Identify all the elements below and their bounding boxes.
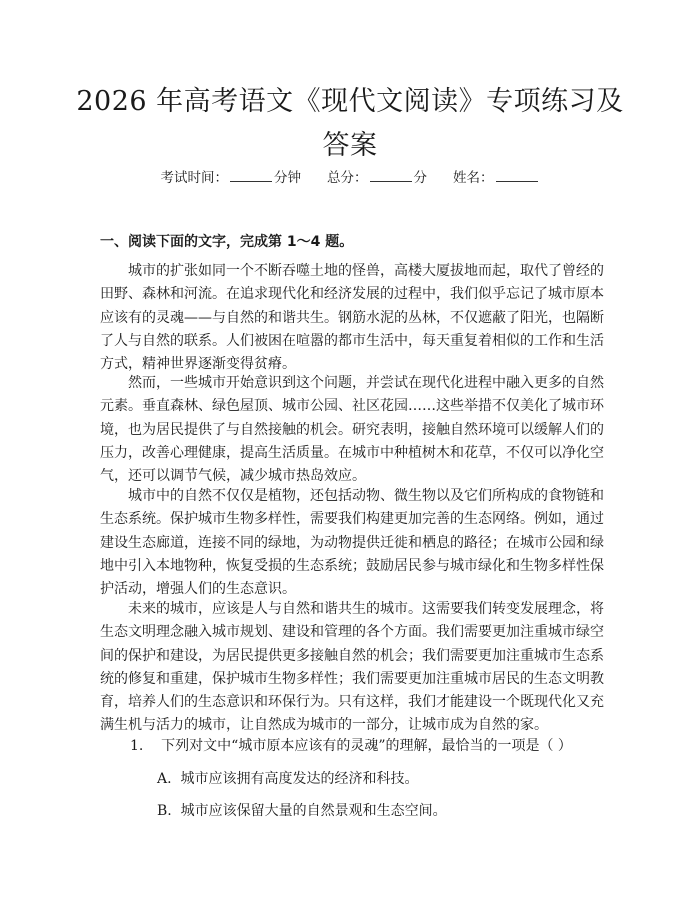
paragraph-3 [100, 485, 602, 601]
text-line: 地中引入本地物种，恢复受损的生态系统；鼓励居民参与城市绿化和生物多样性保 [100, 557, 604, 574]
text-line: 压力，改善心理健康，提高生活质量。在城市中种植树木和花草，不仅可以净化空 [100, 444, 604, 461]
title-line-2: 答案 [322, 130, 378, 161]
text-line: 境，也为居民提供了与自然接触的机会。研究表明，接触自然环境可以缓解人们的 [100, 421, 604, 438]
exam-meta [0, 168, 700, 188]
text-line: 统的修复和重建，保护城市生物多样性；我们需要更加注重城市居民的生态文明教 [100, 670, 604, 687]
text-line: 方式，精神世界逐渐变得贫瘠。 [100, 356, 296, 373]
text-line: 城市的扩张如同一个不断吞噬土地的怪兽，高楼大厦拔地而起，取代了曾经的 [100, 263, 604, 279]
text-line: 城市中的自然不仅仅是植物，还包括动物、微生物以及它们所构成的食物链和 [100, 488, 604, 504]
text-line: 元素。垂直森林、绿色屋顶、城市公园、社区花园……这些举措不仅美化了城市环 [100, 398, 604, 415]
text-line: 护活动，增强人们的生态意识。 [100, 581, 296, 598]
title-line-1: 2026 年高考语文《现代文阅读》专项练习及 [76, 86, 624, 117]
question-text: 下列对文中“城市原本应该有的灵魂”的理解，最恰当的一项是（ ） [161, 738, 572, 754]
name-blank [496, 168, 538, 182]
text-line: 满生机与活力的城市，让自然成为城市的一部分，让城市成为自然的家。 [100, 717, 548, 734]
time-unit: 分钟 [274, 170, 301, 186]
option-b [157, 801, 447, 821]
text-line: 应该有的灵魂——与自然的和谐共生。钢筋水泥的丛林，不仅遮蔽了阳光，也隔断 [100, 309, 604, 326]
text-line: 生态文明理念融入城市规划、建设和管理的各个方面。我们需要更加注重城市绿空 [100, 624, 604, 641]
page-title [60, 80, 640, 168]
text-line: 未来的城市，应该是人与自然和谐共生的城市。这需要我们转变发展理念，将 [100, 601, 604, 617]
paragraph-2 [100, 372, 602, 488]
text-line: 生态系统。保护城市生物多样性，需要我们构建更加完善的生态网络。例如，通过 [100, 511, 604, 528]
text-line: 了人与自然的联系。人们被困在喧嚣的都市生活中，每天重复着相似的工作和生活 [100, 332, 604, 349]
question-number: 1. [130, 738, 144, 754]
score-unit: 分 [413, 170, 427, 186]
section-heading: 一、阅读下面的文字，完成第 1～4 题。 [100, 234, 354, 250]
text-line: 建设生态廊道，连接不同的绿地，为动物提供迁徙和栖息的路径；在城市公园和绿 [100, 534, 604, 551]
option-a [157, 769, 418, 789]
score-blank [370, 168, 412, 182]
text-line: 间的保护和建设，为居民提供更多接触自然的机会；我们需要更加注重城市生态系 [100, 647, 604, 664]
time-blank [230, 168, 272, 182]
paragraph-1 [100, 260, 602, 376]
option-letter: B. [157, 803, 172, 819]
paragraph-4 [100, 598, 602, 738]
name-label: 姓名： [453, 170, 494, 186]
text-line: 育，培养人们的生态意识和环保行为。只有这样，我们才能建设一个既现代化又充 [100, 694, 604, 711]
score-label: 总分： [327, 170, 368, 186]
option-text: 城市应该拥有高度发达的经济和科技。 [180, 771, 419, 787]
question-1 [130, 736, 572, 756]
text-line: 然而，一些城市开始意识到这个问题，并尝试在现代化进程中融入更多的自然 [100, 375, 604, 391]
time-label: 考试时间： [160, 170, 228, 186]
text-line: 田野、森林和河流。在追求现代化和经济发展的过程中，我们似乎忘记了城市原本 [100, 286, 604, 303]
option-text: 城市应该保留大量的自然景观和生态空间。 [180, 803, 447, 819]
option-letter: A. [157, 771, 172, 787]
text-line: 气，还可以调节气候，减少城市热岛效应。 [100, 468, 366, 485]
